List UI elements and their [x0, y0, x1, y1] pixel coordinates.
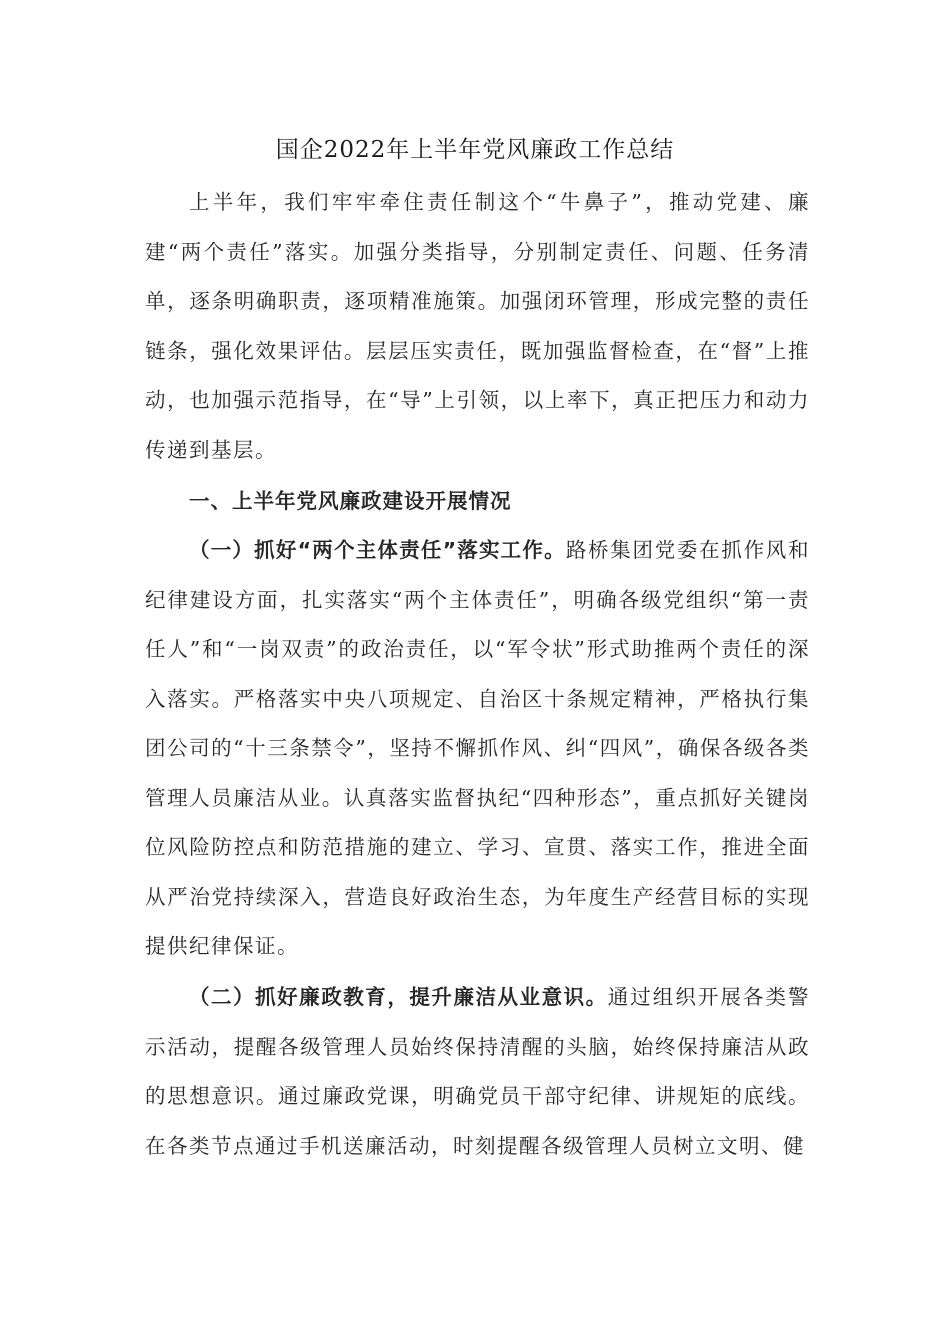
item-2-paragraph: [145, 973, 810, 1171]
document-title: 国企2022年上半年党风廉政工作总结: [275, 137, 675, 163]
section-heading: 一、上半年党风廉政建设开展情况: [189, 489, 512, 513]
item-1-body: 路桥集团党委在抓作风和纪律建设方面，扎实落实“两个主体责任”，明确各级党组织“第一责任人”和“一岗双责”的政治责任，以“军令状”形式助推两个责任的深入落实。严格落实中央八项规定、自治区十条规定精神，严格执行集团公司的“十三条禁令”，坚持不懈抓作风、纠“四风”，确保各级各类管理人员廉洁从业。认真落实监督执纪“四种形态”，重点抓好关键岗位风险防控点和防范措施的建立、学习、宣贯、落实工作，推进全面从严治党持续深入，营造良好政治生态，为年度生产经营目标的实现提供纪律保证。: [145, 538, 811, 958]
item-1-paragraph: [145, 526, 810, 972]
item-2-heading: （二）抓好廉政教育，提升廉洁从业意识。: [189, 985, 608, 1009]
intro-paragraph: 上半年，我们牢牢牵住责任制这个“牛鼻子”，推动党建、廉建“两个责任”落实。加强分类指导，分别制定责任、问题、任务清单，逐条明确职责，逐项精准施策。加强闭环管理，形成完整的责任链条，强化效果评估。层层压实责任，既加强监督检查，在“督”上推动，也加强示范指导，在“导”上引领，以上率下，真正把压力和动力传递到基层。: [145, 190, 810, 462]
item-1-heading: （一）抓好“两个主体责任”落实工作。: [189, 538, 566, 562]
item-2-body: 通过组织开展各类警示活动，提醒各级管理人员始终保持清醒的头脑，始终保持廉洁从政的思想意识。通过廉政党课，明确党员干部守纪律、讲规矩的底线。在各类节点通过手机送廉活动，时刻提醒各级管理人员树立文明、健: [145, 985, 810, 1158]
